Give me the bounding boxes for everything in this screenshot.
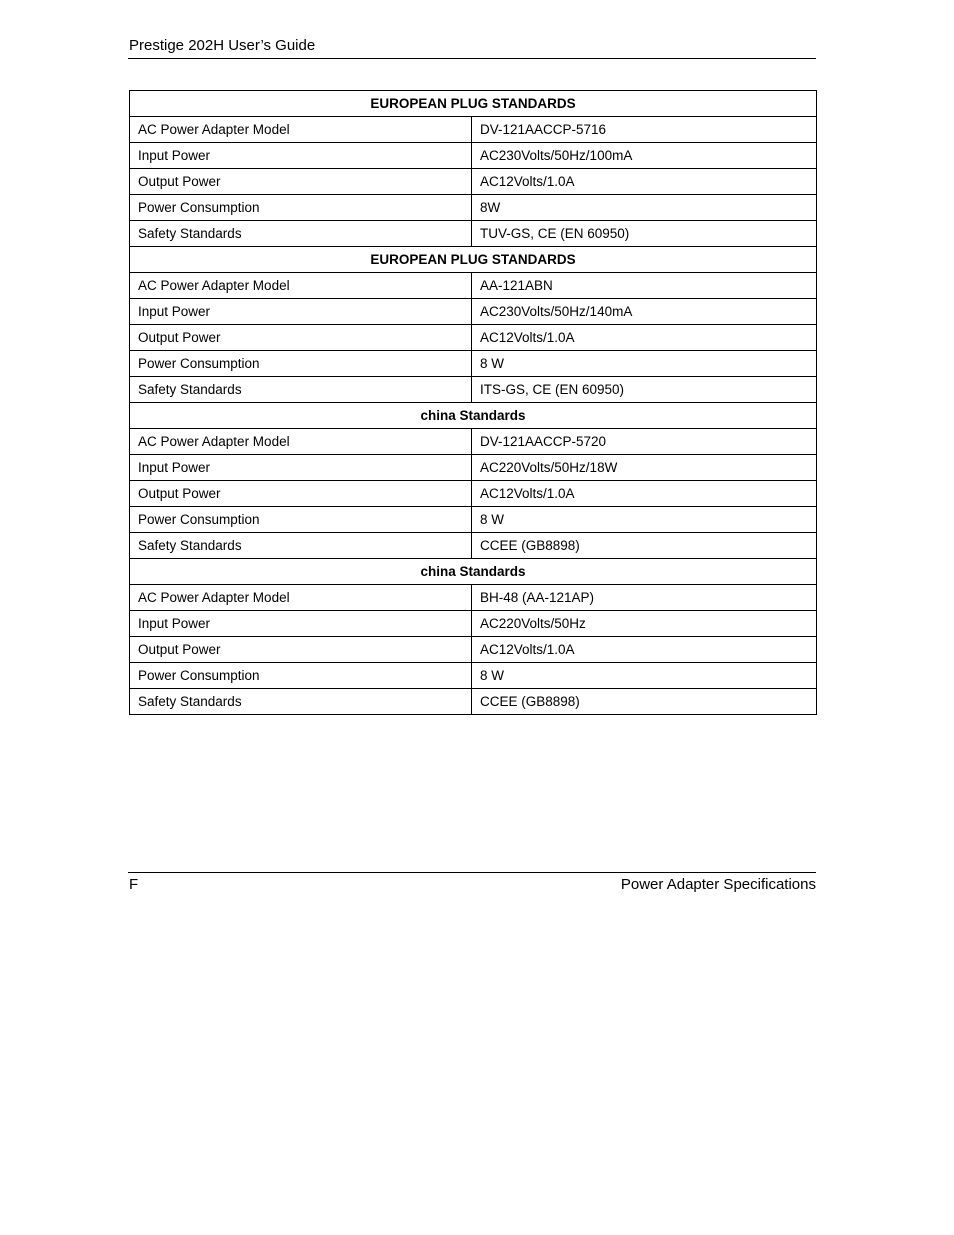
power-adapter-spec-table xyxy=(129,90,817,715)
table-row xyxy=(130,507,817,533)
spec-label: Input Power xyxy=(130,143,472,169)
table-row xyxy=(130,611,817,637)
table-row xyxy=(130,221,817,247)
table-row xyxy=(130,195,817,221)
spec-value: AA-121ABN xyxy=(472,273,817,299)
spec-label: Output Power xyxy=(130,325,472,351)
table-row xyxy=(130,429,817,455)
spec-label: AC Power Adapter Model xyxy=(130,117,472,143)
section-heading: china Standards xyxy=(130,559,817,585)
spec-value: AC12Volts/1.0A xyxy=(472,169,817,195)
table-row xyxy=(130,663,817,689)
table-row xyxy=(130,377,817,403)
spec-value: DV-121AACCP-5720 xyxy=(472,429,817,455)
spec-label: Power Consumption xyxy=(130,507,472,533)
spec-value: AC230Volts/50Hz/140mA xyxy=(472,299,817,325)
spec-label: Safety Standards xyxy=(130,533,472,559)
spec-value: CCEE (GB8898) xyxy=(472,533,817,559)
spec-value: CCEE (GB8898) xyxy=(472,689,817,715)
section-heading: china Standards xyxy=(130,403,817,429)
spec-value: 8 W xyxy=(472,351,817,377)
spec-label: Output Power xyxy=(130,637,472,663)
page-footer xyxy=(128,872,816,895)
table-row xyxy=(130,351,817,377)
spec-value: AC220Volts/50Hz xyxy=(472,611,817,637)
spec-label: Output Power xyxy=(130,169,472,195)
section-heading-row xyxy=(130,247,817,273)
spec-value: 8 W xyxy=(472,663,817,689)
section-heading-row xyxy=(130,403,817,429)
spec-value: AC12Volts/1.0A xyxy=(472,325,817,351)
table-row xyxy=(130,637,817,663)
table-row xyxy=(130,117,817,143)
section-heading-row xyxy=(130,91,817,117)
table-row xyxy=(130,299,817,325)
spec-value: DV-121AACCP-5716 xyxy=(472,117,817,143)
table-row xyxy=(130,689,817,715)
spec-label: Input Power xyxy=(130,299,472,325)
table-row xyxy=(130,325,817,351)
document-title: Prestige 202H User’s Guide xyxy=(129,37,316,54)
table-row xyxy=(130,455,817,481)
spec-value: AC220Volts/50Hz/18W xyxy=(472,455,817,481)
spec-value: BH-48 (AA-121AP) xyxy=(472,585,817,611)
footer-section-title: Power Adapter Specifications xyxy=(620,876,816,893)
spec-label: Power Consumption xyxy=(130,195,472,221)
spec-value: 8 W xyxy=(472,507,817,533)
spec-value: TUV-GS, CE (EN 60950) xyxy=(472,221,817,247)
spec-value: AC12Volts/1.0A xyxy=(472,637,817,663)
spec-label: Safety Standards xyxy=(130,221,472,247)
section-heading: EUROPEAN PLUG STANDARDS xyxy=(130,247,817,273)
spec-value: ITS-GS, CE (EN 60950) xyxy=(472,377,817,403)
section-heading: EUROPEAN PLUG STANDARDS xyxy=(130,91,817,117)
spec-label: Safety Standards xyxy=(130,377,472,403)
spec-label: Power Consumption xyxy=(130,663,472,689)
page-header xyxy=(128,36,816,59)
spec-label: AC Power Adapter Model xyxy=(130,585,472,611)
spec-value: 8W xyxy=(472,195,817,221)
spec-label: AC Power Adapter Model xyxy=(130,429,472,455)
spec-label: AC Power Adapter Model xyxy=(130,273,472,299)
spec-label: Input Power xyxy=(130,455,472,481)
table-row xyxy=(130,585,817,611)
spec-label: Safety Standards xyxy=(130,689,472,715)
table-row xyxy=(130,273,817,299)
spec-value: AC230Volts/50Hz/100mA xyxy=(472,143,817,169)
spec-label: Input Power xyxy=(130,611,472,637)
table-row xyxy=(130,481,817,507)
table-row xyxy=(130,143,817,169)
table-row xyxy=(130,169,817,195)
section-heading-row xyxy=(130,559,817,585)
spec-label: Power Consumption xyxy=(130,351,472,377)
spec-label: Output Power xyxy=(130,481,472,507)
page-number: F xyxy=(129,876,139,893)
table-row xyxy=(130,533,817,559)
spec-value: AC12Volts/1.0A xyxy=(472,481,817,507)
